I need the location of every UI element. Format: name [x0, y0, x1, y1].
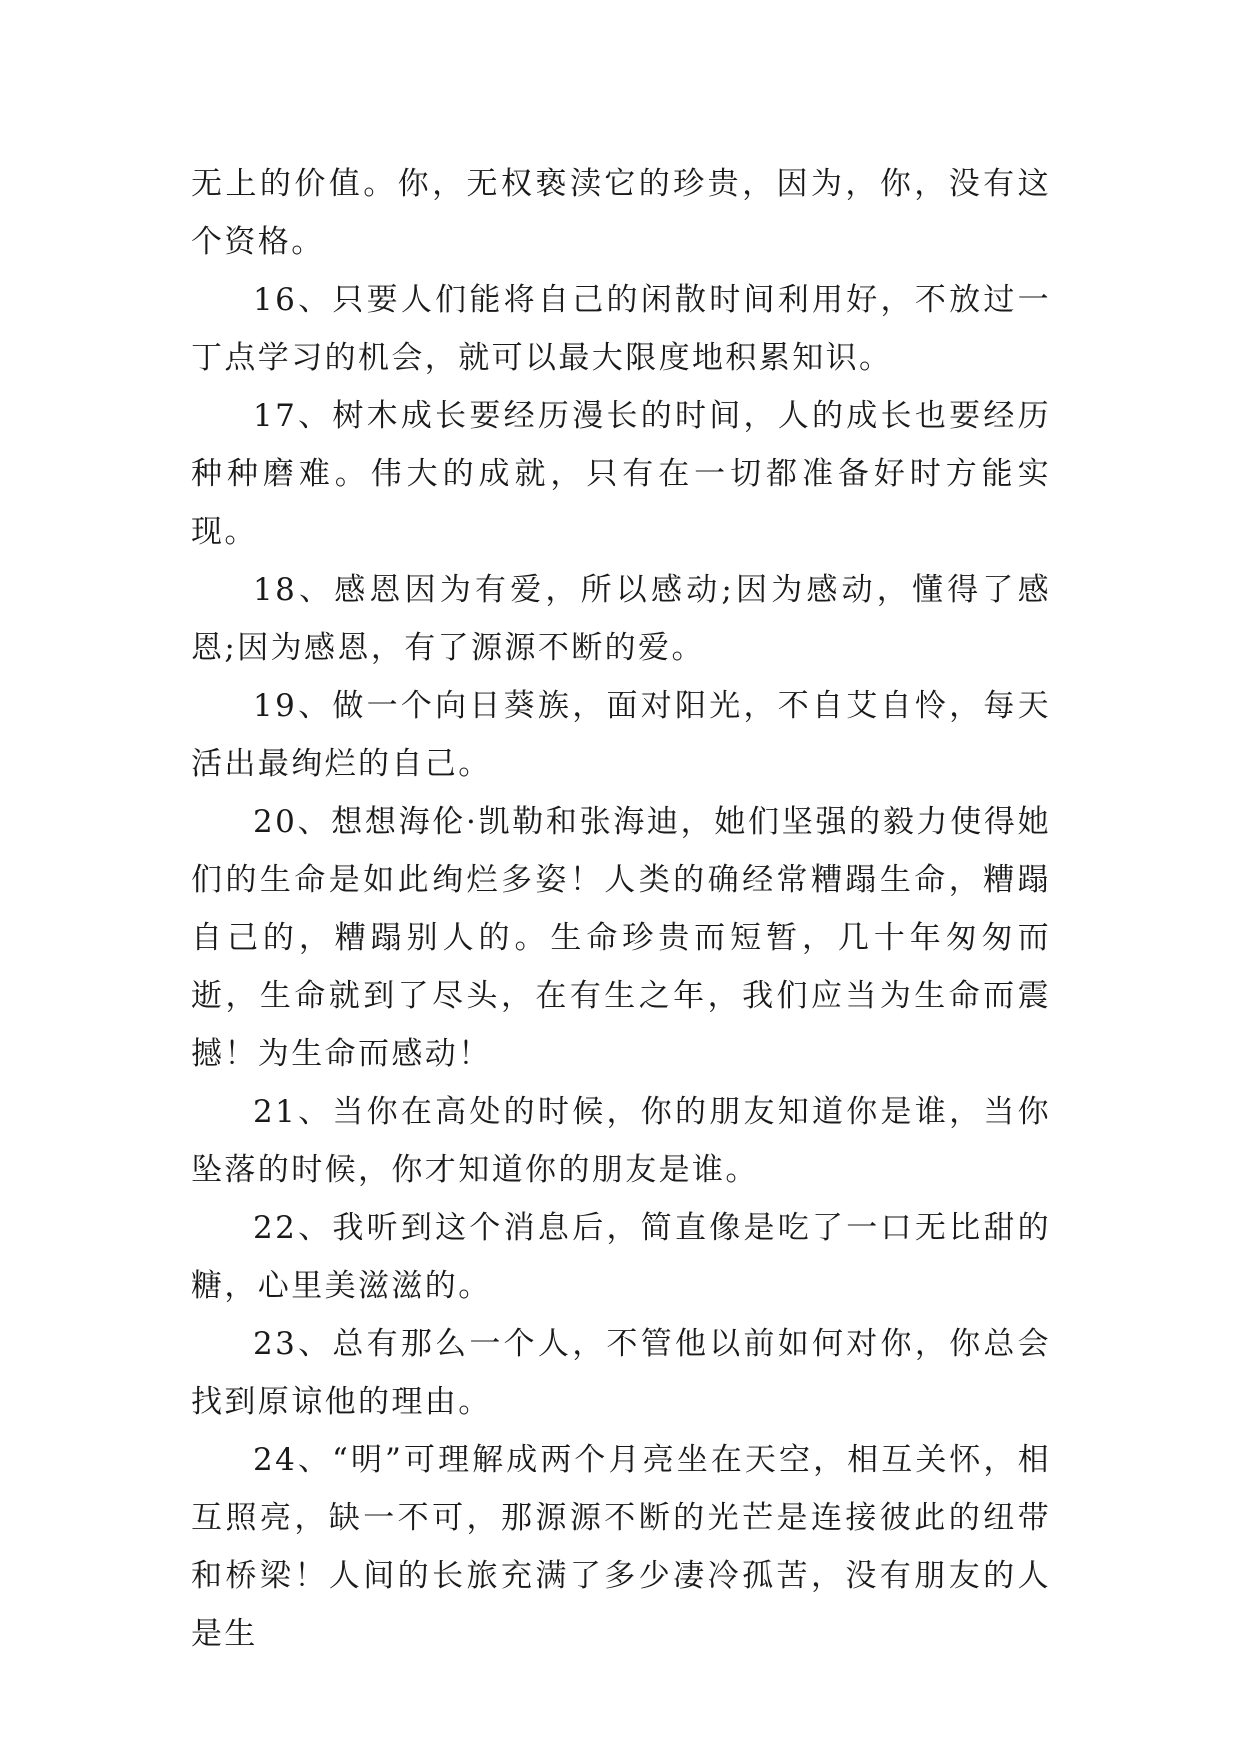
paragraph-continuation: 无上的价值。你，无权亵渎它的珍贵，因为，你，没有这个资格。	[191, 166, 1051, 260]
paragraph-20: 20、想想海伦·凯勒和张海迪，她们坚强的毅力使得她们的生命是如此绚烂多姿！人类的确经常糟蹋生命，糟蹋自己的，糟蹋别人的。生命珍贵而短暂，几十年匆匆而逝，生命就到了尽头，在有生之年，我们应当为生命而震撼！为生命而感动！	[191, 804, 1051, 1072]
paragraph-18: 18、感恩因为有爱，所以感动;因为感动，懂得了感恩;因为感恩，有了源源不断的爱。	[191, 572, 1051, 666]
paragraph-24: 24、“明”可理解成两个月亮坐在天空，相互关怀，相互照亮，缺一不可，那源源不断的光芒是连接彼此的纽带和桥梁！人间的长旅充满了多少凄冷孤苦，没有朋友的人是生	[191, 1442, 1051, 1652]
paragraph-17: 17、树木成长要经历漫长的时间，人的成长也要经历种种磨难。伟大的成就，只有在一切都准备好时方能实现。	[191, 398, 1051, 550]
document-body	[191, 155, 1051, 1663]
paragraph-21: 21、当你在高处的时候，你的朋友知道你是谁，当你坠落的时候，你才知道你的朋友是谁。	[191, 1094, 1051, 1188]
paragraph-19: 19、做一个向日葵族，面对阳光，不自艾自怜，每天活出最绚烂的自己。	[191, 688, 1051, 782]
paragraph-16: 16、只要人们能将自己的闲散时间利用好，不放过一丁点学习的机会，就可以最大限度地积累知识。	[191, 282, 1051, 376]
paragraph-22: 22、我听到这个消息后，简直像是吃了一口无比甜的糖，心里美滋滋的。	[191, 1210, 1051, 1304]
paragraph-23: 23、总有那么一个人，不管他以前如何对你，你总会找到原谅他的理由。	[191, 1326, 1051, 1420]
